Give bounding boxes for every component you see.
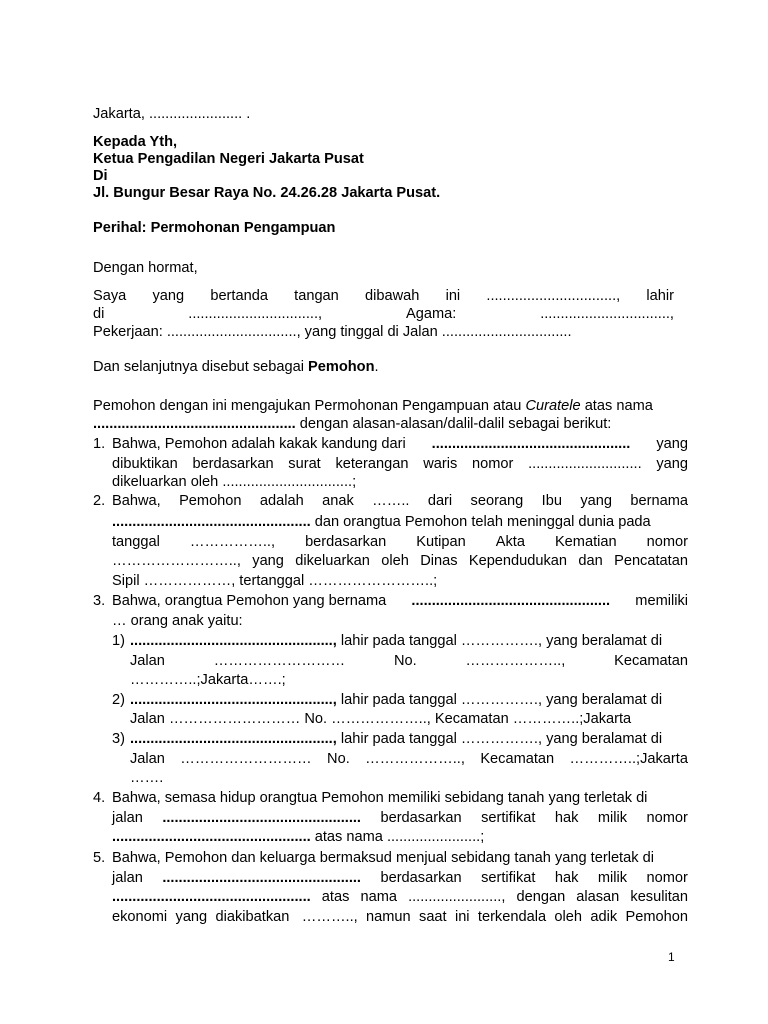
child-2-line-2: Jalan ……………………… No. ……………….., Kecamatan …………..;Jakarta [130, 711, 632, 727]
item-5-line-3: ................................................. atas nama ......................., dengan alasan kesulitan [112, 889, 688, 905]
pemohon-term: Pemohon [308, 359, 375, 375]
item-5-number: 5. [93, 850, 106, 866]
intro-line-1: Saya yang bertanda tangan dibawah ini ................................, lahir [93, 288, 674, 304]
child-1-line-2: Jalan ……………………… No. ……………….., Kecamatan [130, 653, 688, 669]
item-5-line-4: ekonomi yang diakibatkan ……….., namun saat ini terkendala oleh adik Pemohon [112, 909, 688, 925]
item-1-line-3: dikeluarkan oleh ................................; [112, 474, 357, 490]
page-number: 1 [668, 950, 675, 964]
child-3-number: 3) [112, 731, 125, 747]
child-3-line-1: .................................................., lahir pada tanggal ……………., yang beralamat di [130, 731, 663, 747]
child-1-line-1: .................................................., lahir pada tanggal ……………., yang beralamat di [130, 633, 663, 649]
item-2-line-5: Sipil ………………, tertanggal ……………………..; [112, 573, 438, 589]
item-2-line-2: ................................................. dan orangtua Pemohon telah meninggal dunia pada [112, 514, 651, 530]
address-to: Kepada Yth, [93, 134, 178, 150]
item-1-line-1: Bahwa, Pemohon adalah kakak kandung dari ................................................. yang [112, 436, 688, 452]
item-4-number: 4. [93, 790, 106, 806]
petition-line-1: Pemohon dengan ini mengajukan Permohonan Pengampuan atau Curatele atas nama [93, 398, 653, 414]
intro-line-4: Dan selanjutnya disebut sebagai Pemohon. [93, 359, 379, 375]
item-1-line-2: dibuktikan berdasarkan surat keterangan waris nomor ............................ yang [112, 456, 688, 472]
item-3-number: 3. [93, 593, 106, 609]
intro-line-3: Pekerjaan: ................................, yang tinggal di Jalan ................................ [93, 324, 572, 340]
address-street: Jl. Bungur Besar Raya No. 24.26.28 Jakarta Pusat. [93, 185, 441, 201]
item-2-line-4: …………………….., yang dikeluarkan oleh Dinas Kependudukan dan Pencatatan [112, 553, 688, 569]
item-3-line-1: Bahwa, orangtua Pemohon yang bernama ................................................. memiliki [112, 593, 688, 609]
subject-line: Perihal: Permohonan Pengampuan [93, 220, 336, 236]
child-3-line-3: ……. [130, 770, 164, 786]
item-1-number: 1. [93, 436, 106, 452]
item-5-line-2: jalan ................................................. berdasarkan sertifikat hak milik nomor [112, 870, 688, 886]
child-1-number: 1) [112, 633, 125, 649]
item-4-line-1: Bahwa, semasa hidup orangtua Pemohon memiliki sebidang tanah yang terletak di [112, 790, 648, 806]
item-2-line-1: Bahwa, Pemohon adalah anak …….. dari seorang Ibu yang bernama [112, 493, 688, 509]
address-recipient: Ketua Pengadilan Negeri Jakarta Pusat [93, 151, 364, 167]
intro-line-2: di ................................, Agama: ................................, [93, 306, 674, 322]
item-2-line-3: tanggal …………….., berdasarkan Kutipan Akta Kematian nomor [112, 534, 688, 550]
child-1-line-3: …………..;Jakarta…….; [130, 672, 286, 688]
child-3-line-2: Jalan ……………………… No. ……………….., Kecamatan …………..;Jakarta [130, 751, 688, 767]
item-5-line-1: Bahwa, Pemohon dan keluarga bermaksud menjual sebidang tanah yang terletak di [112, 850, 654, 866]
item-2-number: 2. [93, 493, 106, 509]
item-4-line-2: jalan ................................................. berdasarkan sertifikat hak milik nomor [112, 810, 688, 826]
item-3-line-2: … orang anak yaitu: [112, 613, 243, 629]
child-2-number: 2) [112, 692, 125, 708]
greeting: Dengan hormat, [93, 260, 198, 276]
petition-line-2: .................................................. dengan alasan-alasan/dalil-dalil sebagai berikut: [93, 416, 612, 432]
address-di: Di [93, 168, 108, 184]
curatele-term: Curatele [525, 398, 581, 414]
item-4-line-3: ................................................. atas nama .......................; [112, 829, 485, 845]
place-date: Jakarta, ....................... . [93, 106, 251, 122]
child-2-line-1: .................................................., lahir pada tanggal ……………., yang beralamat di [130, 692, 663, 708]
